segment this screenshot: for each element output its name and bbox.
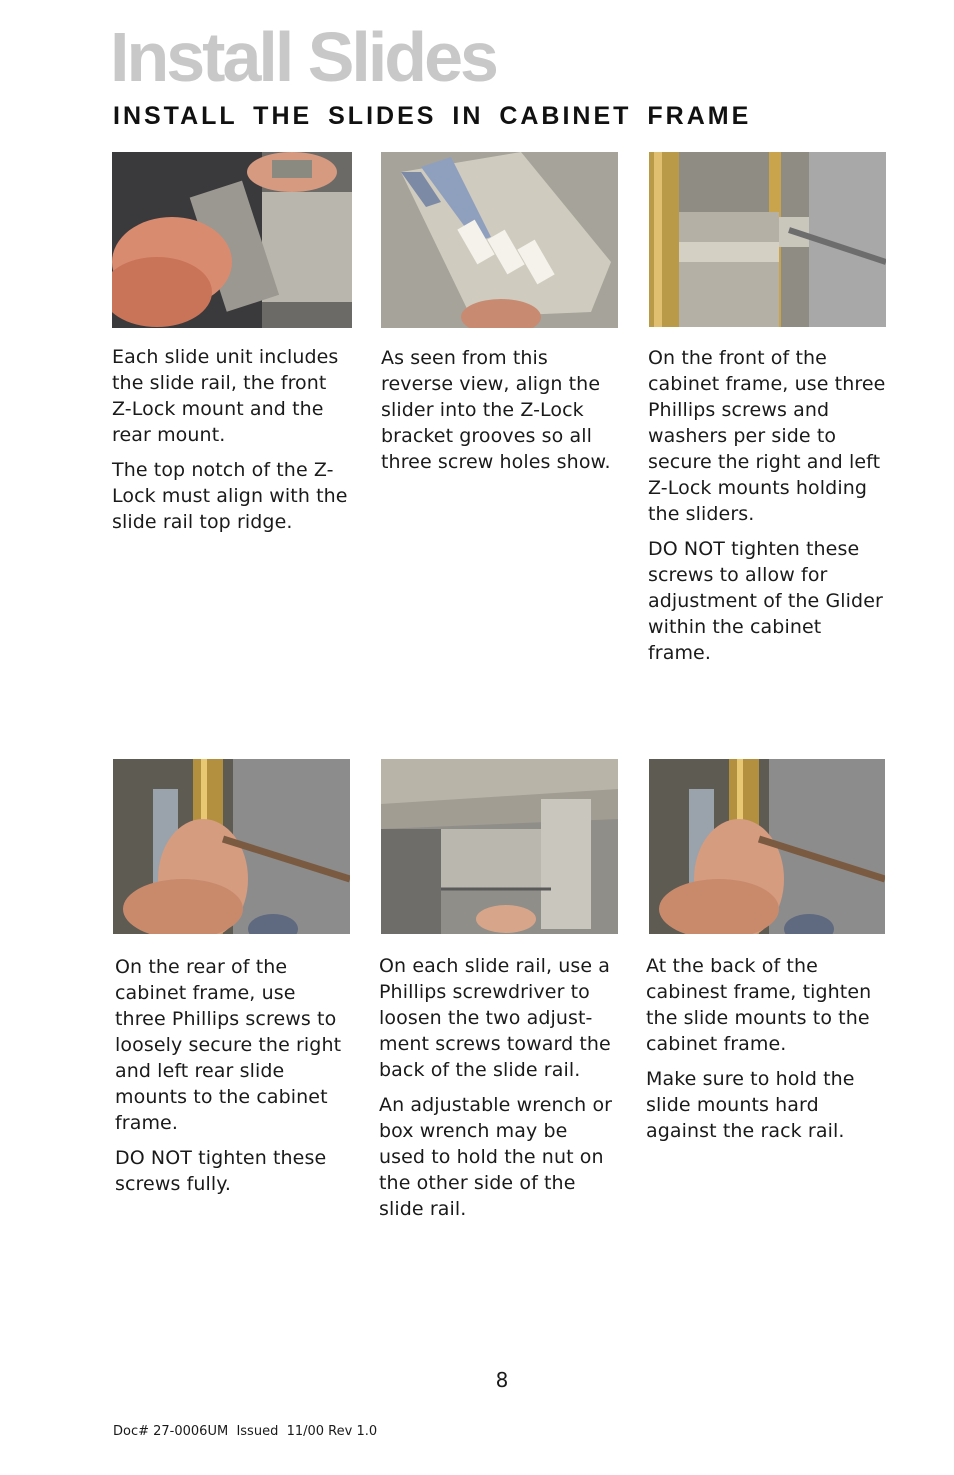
step-1-photo xyxy=(112,152,352,328)
step-2-paragraph-1: As seen from this reverse view, align the slider into the Z-Lock bracket grooves so all three screw holes show. xyxy=(381,347,611,473)
step-3-paragraph-1: On the front of the cabinet frame, use three Phillips screws and washers per side to secure the right and left Z-Lock mounts holding the sliders. xyxy=(648,347,886,525)
step-6-caption xyxy=(646,953,886,1153)
step-3-caption xyxy=(648,345,888,675)
step-1-paragraph-1: Each slide unit includes the slide rail, the front Z-Lock mount and the rear mount. xyxy=(112,346,339,446)
step-3-paragraph-2: DO NOT tighten these screws to allow for adjustment of the Glider within the cabinet frame. xyxy=(648,538,883,664)
step-4-paragraph-2: DO NOT tighten these screws fully. xyxy=(115,1147,327,1195)
step-5-paragraph-2: An adjustable wrench or box wrench may be used to hold the nut on the other side of the slide rail. xyxy=(379,1094,613,1220)
step-6-paragraph-2: Make sure to hold the slide mounts hard against the rack rail. xyxy=(646,1068,855,1142)
document-footer: Doc# 27-0006UM Issued 11/00 Rev 1.0 xyxy=(113,1424,378,1439)
step-5-photo xyxy=(381,759,618,934)
step-5-paragraph-1: On each slide rail, use a Phillips screwdriver to loosen the two adjust-ment screws toward the back of the slide rail. xyxy=(379,955,611,1081)
page-title: Install Slides xyxy=(110,18,496,96)
step-2-caption xyxy=(381,345,618,484)
step-4-photo xyxy=(113,759,350,934)
step-4-paragraph-1: On the rear of the cabinet frame, use three Phillips screws to loosely secure the right and left rear slide mounts to the cabinet frame. xyxy=(115,956,342,1134)
step-1-caption xyxy=(112,344,352,544)
step-5-caption xyxy=(379,953,619,1231)
page-number: 8 xyxy=(495,1368,509,1392)
step-4-caption xyxy=(115,954,350,1206)
step-2-photo xyxy=(381,152,618,328)
step-6-photo xyxy=(649,759,885,934)
section-heading: INSTALL THE SLIDES IN CABINET FRAME xyxy=(113,102,752,130)
step-1-paragraph-2: The top notch of the Z-Lock must align with the slide rail top ridge. xyxy=(112,459,348,533)
step-3-photo xyxy=(649,152,886,327)
step-6-paragraph-1: At the back of the cabinest frame, tighten the slide mounts to the cabinet frame. xyxy=(646,955,872,1055)
